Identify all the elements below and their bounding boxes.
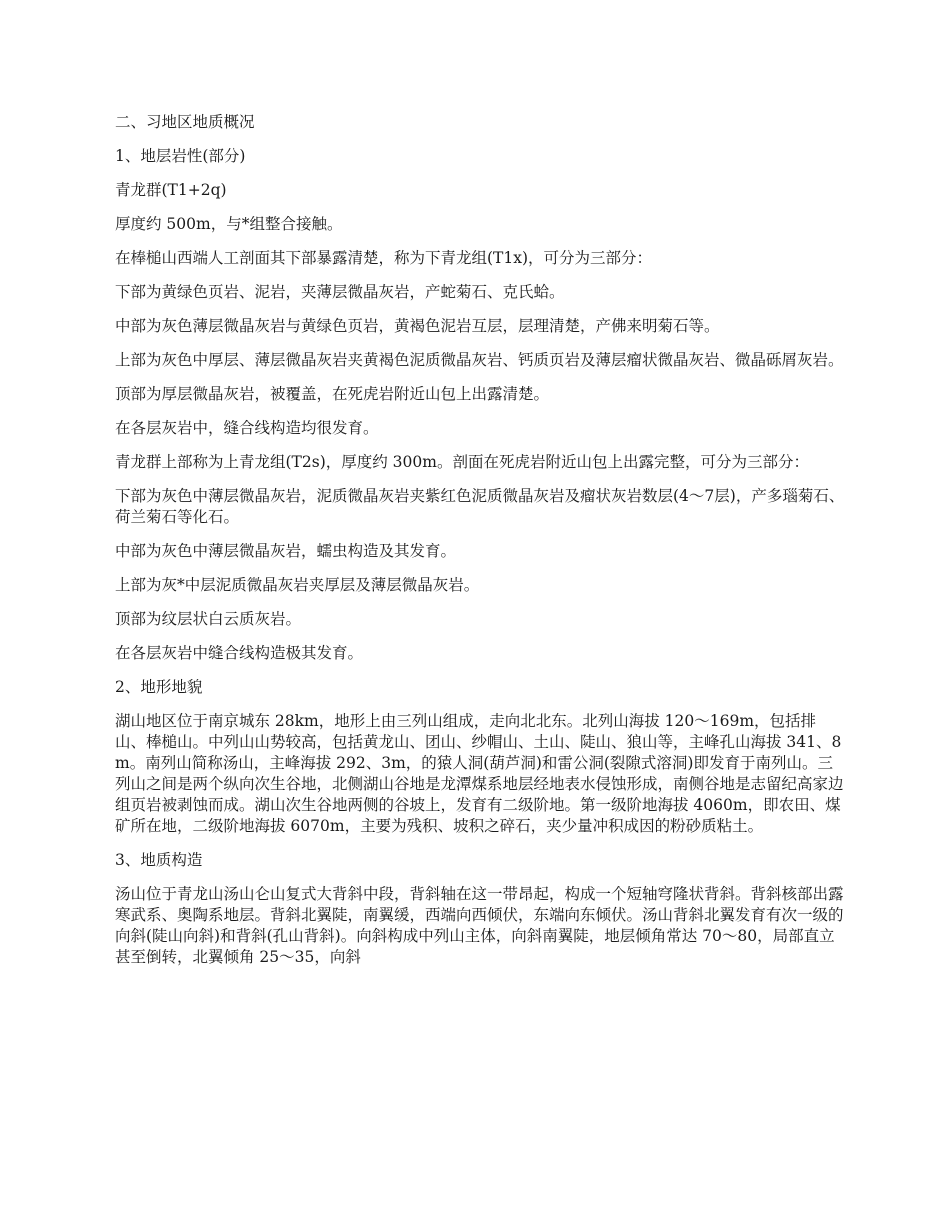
subsection-heading: 2、地形地貌 — [115, 678, 203, 696]
paragraph: 顶部为纹层状白云质灰岩。 — [115, 610, 302, 628]
paragraph: 在棒槌山西端人工剖面其下部暴露清楚，称为下青龙组(T1x)，可分为三部分： — [115, 249, 653, 267]
section-heading: 二、习地区地质概况 — [115, 113, 255, 131]
document-body — [115, 112, 847, 981]
paragraph: 在各层灰岩中，缝合线构造均很发育。 — [115, 419, 379, 437]
formation-title: 青龙群(T1+2q) — [115, 181, 227, 199]
paragraph: 下部为灰色中薄层微晶灰岩，泥质微晶灰岩夹紫红色泥质微晶灰岩及瘤状灰岩数层(4～7层)，产多瑙菊石、荷兰菊石等化石。 — [115, 487, 845, 526]
paragraph: 上部为灰*中层泥质微晶灰岩夹厚层及薄层微晶灰岩。 — [115, 576, 480, 594]
paragraph: 汤山位于青龙山汤山仑山复式大背斜中段，背斜轴在这一带昂起，构成一个短轴穹隆状背斜。背斜核部出露寒武系、奥陶系地层。背斜北翼陡，南翼缓，西端向西倾伏，东端向东倾伏。汤山背斜北翼发育有次一级的向斜(陡山向斜)和背斜(孔山背斜)。向斜构成中列山主体，向斜南翼陡，地层倾角常达 70～80，局部直立甚至倒转，北翼倾角 25～35，向斜 — [115, 885, 844, 966]
subsection-heading: 3、地质构造 — [115, 851, 203, 869]
subsection-heading: 1、地层岩性(部分) — [115, 147, 246, 165]
paragraph: 顶部为厚层微晶灰岩，被覆盖，在死虎岩附近山包上出露清楚。 — [115, 385, 550, 403]
paragraph: 中部为灰色中薄层微晶灰岩，蠕虫构造及其发育。 — [115, 542, 457, 560]
paragraph: 下部为黄绿色页岩、泥岩，夹薄层微晶灰岩，产蛇菊石、克氏蛤。 — [115, 283, 565, 301]
paragraph: 青龙群上部称为上青龙组(T2s)，厚度约 300m。剖面在死虎岩附近山包上出露完整，可分为三部分： — [115, 453, 809, 471]
paragraph: 厚度约 500m，与*组整合接触。 — [115, 215, 343, 233]
paragraph: 中部为灰色薄层微晶灰岩与黄绿色页岩，黄褐色泥岩互层，层理清楚，产佛来明菊石等。 — [115, 317, 720, 335]
paragraph: 在各层灰岩中缝合线构造极其发育。 — [115, 644, 364, 662]
paragraph: 上部为灰色中厚层、薄层微晶灰岩夹黄褐色泥质微晶灰岩、钙质页岩及薄层瘤状微晶灰岩、微晶砾屑灰岩。 — [115, 351, 844, 369]
paragraph: 湖山地区位于南京城东 28km，地形上由三列山组成，走向北北东。北列山海拔 120～169m，包括排山、棒槌山。中列山山势较高，包括黄龙山、团山、纱帽山、土山、陡山、狼山等，主峰孔山海拔 341、8m。南列山简称汤山，主峰海拔 292、3m，的猿人洞(葫芦洞)和雷公洞(裂隙式溶洞)即发育于南列山。三列山之间是两个纵向次生谷地，北侧湖山谷地是龙潭煤系地层经地表水侵蚀形成，南侧谷地是志留纪高家边组页岩被剥蚀而成。湖山次生谷地两侧的谷坡上，发育有二级阶地。第一级阶地海拔 4060m，即农田、煤矿所在地，二级阶地海拔 6070m，主要为残积、坡积之碎石，夹少量冲积成因的粉砂质粘土。 — [115, 712, 844, 835]
